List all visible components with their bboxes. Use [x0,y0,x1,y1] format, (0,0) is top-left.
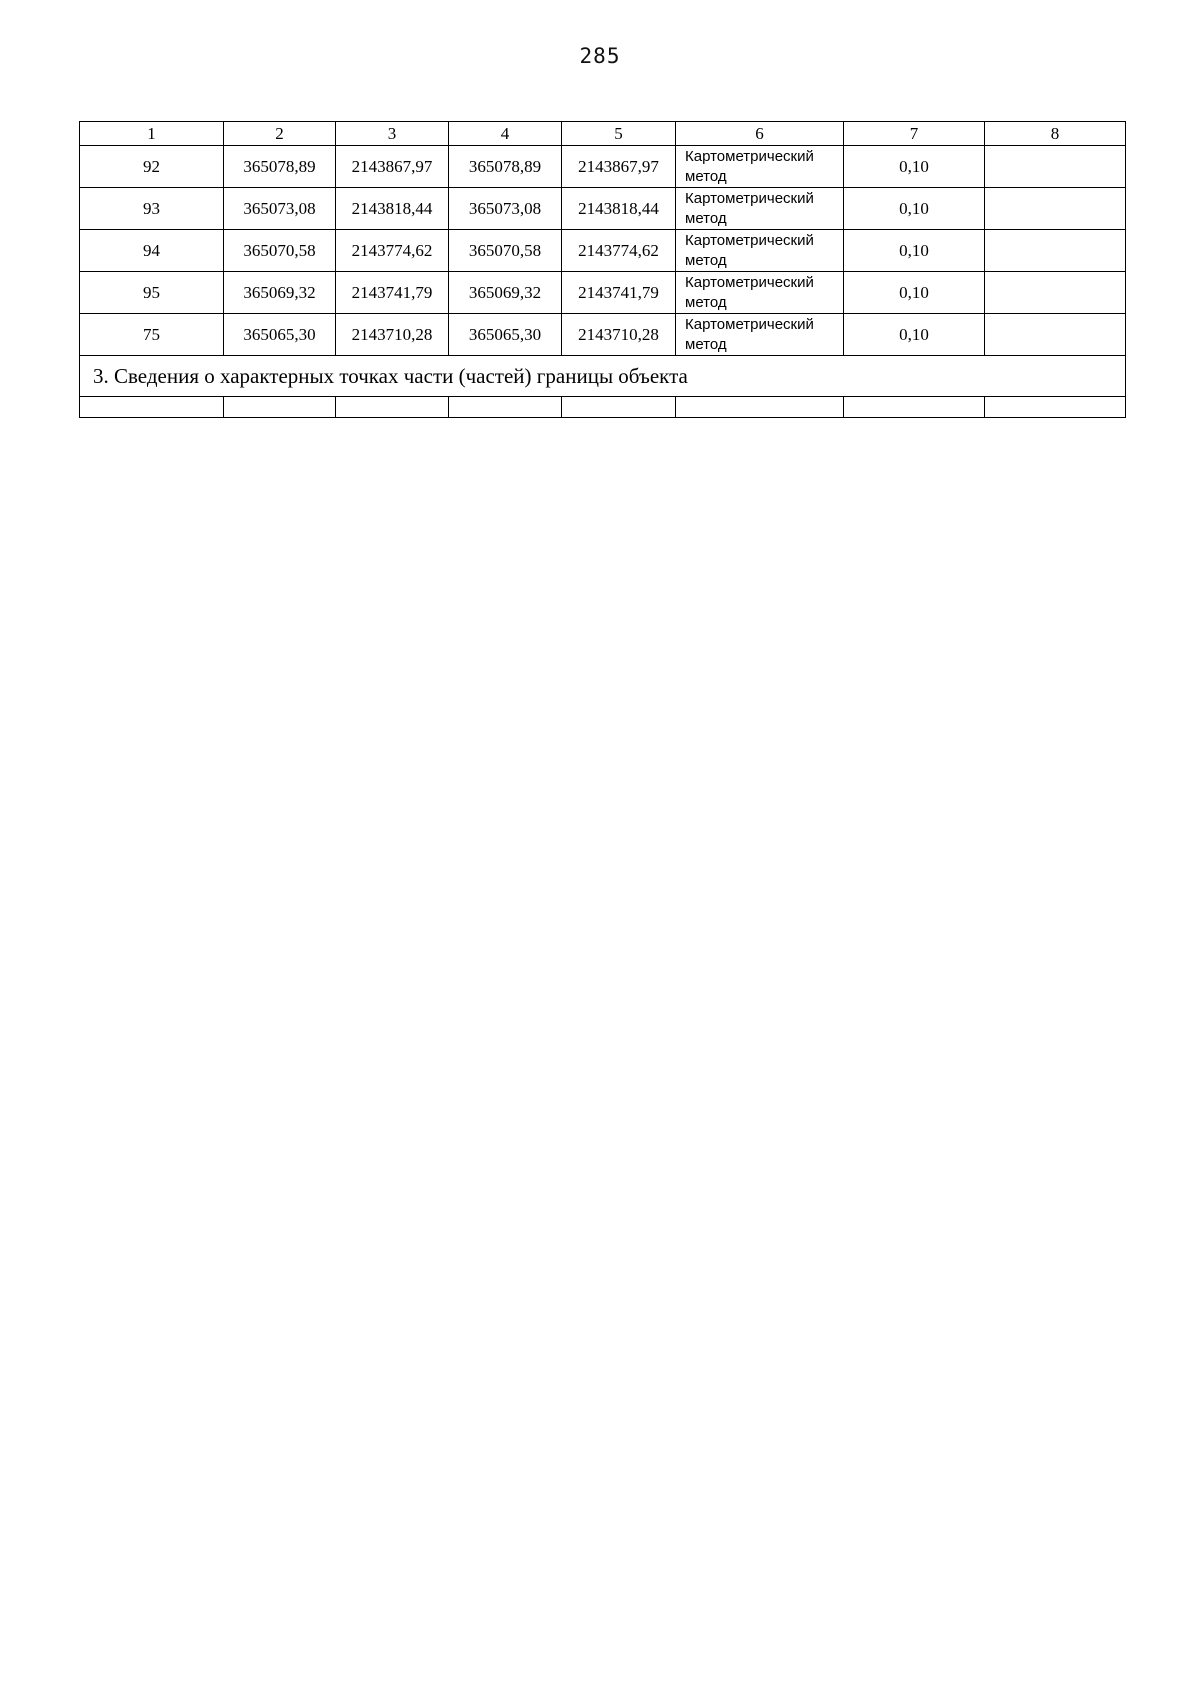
method-line: метод [685,251,727,269]
existing-x-cell: 365078,89 [224,146,336,188]
method-line: метод [685,335,727,353]
column-header: 7 [844,122,985,146]
accuracy-cell: 0,10 [844,272,985,314]
existing-y-cell: 2143774,62 [336,230,449,272]
method-cell [676,146,844,188]
accuracy-cell: 0,10 [844,146,985,188]
empty-cell [562,397,676,418]
existing-x-cell: 365070,58 [224,230,336,272]
method-line: метод [685,209,727,227]
accuracy-cell: 0,10 [844,314,985,356]
note-cell [985,230,1126,272]
column-header: 1 [80,122,224,146]
section-heading-row [80,356,1126,397]
existing-y-cell: 2143867,97 [336,146,449,188]
empty-cell [985,397,1126,418]
refined-y-cell: 2143774,62 [562,230,676,272]
column-header: 4 [449,122,562,146]
accuracy-cell: 0,10 [844,230,985,272]
refined-y-cell: 2143818,44 [562,188,676,230]
existing-x-cell: 365069,32 [224,272,336,314]
point-number-cell: 93 [80,188,224,230]
table-row [80,230,1126,272]
method-line: Картометрический [685,315,814,333]
note-cell [985,314,1126,356]
column-header: 8 [985,122,1126,146]
column-header: 2 [224,122,336,146]
refined-y-cell: 2143741,79 [562,272,676,314]
empty-cell [336,397,449,418]
table-row [80,314,1126,356]
point-number-cell: 92 [80,146,224,188]
empty-table-row [80,397,1126,418]
column-header: 3 [336,122,449,146]
empty-cell [224,397,336,418]
empty-cell [80,397,224,418]
existing-y-cell: 2143741,79 [336,272,449,314]
method-line: метод [685,293,727,311]
method-cell [676,272,844,314]
accuracy-cell: 0,10 [844,188,985,230]
method-line: Картометрический [685,273,814,291]
existing-y-cell: 2143710,28 [336,314,449,356]
section-heading: 3. Сведения о характерных точках части (частей) границы объекта [80,356,1126,397]
refined-x-cell: 365065,30 [449,314,562,356]
refined-x-cell: 365069,32 [449,272,562,314]
method-line: метод [685,167,727,185]
method-line: Картометрический [685,189,814,207]
refined-y-cell: 2143710,28 [562,314,676,356]
refined-x-cell: 365070,58 [449,230,562,272]
refined-x-cell: 365073,08 [449,188,562,230]
note-cell [985,188,1126,230]
point-number-cell: 95 [80,272,224,314]
refined-y-cell: 2143867,97 [562,146,676,188]
method-line: Картометрический [685,147,814,165]
existing-y-cell: 2143818,44 [336,188,449,230]
note-cell [985,272,1126,314]
method-cell [676,314,844,356]
method-cell [676,188,844,230]
existing-x-cell: 365065,30 [224,314,336,356]
table-row [80,146,1126,188]
refined-x-cell: 365078,89 [449,146,562,188]
empty-cell [844,397,985,418]
column-header: 5 [562,122,676,146]
point-number-cell: 94 [80,230,224,272]
method-cell [676,230,844,272]
empty-cell [676,397,844,418]
coordinates-table [79,121,1126,418]
table-row [80,272,1126,314]
empty-cell [449,397,562,418]
page-number: 285 [579,44,621,68]
column-header: 6 [676,122,844,146]
note-cell [985,146,1126,188]
point-number-cell: 75 [80,314,224,356]
method-line: Картометрический [685,231,814,249]
existing-x-cell: 365073,08 [224,188,336,230]
table-row [80,188,1126,230]
table-header-row [80,122,1126,146]
